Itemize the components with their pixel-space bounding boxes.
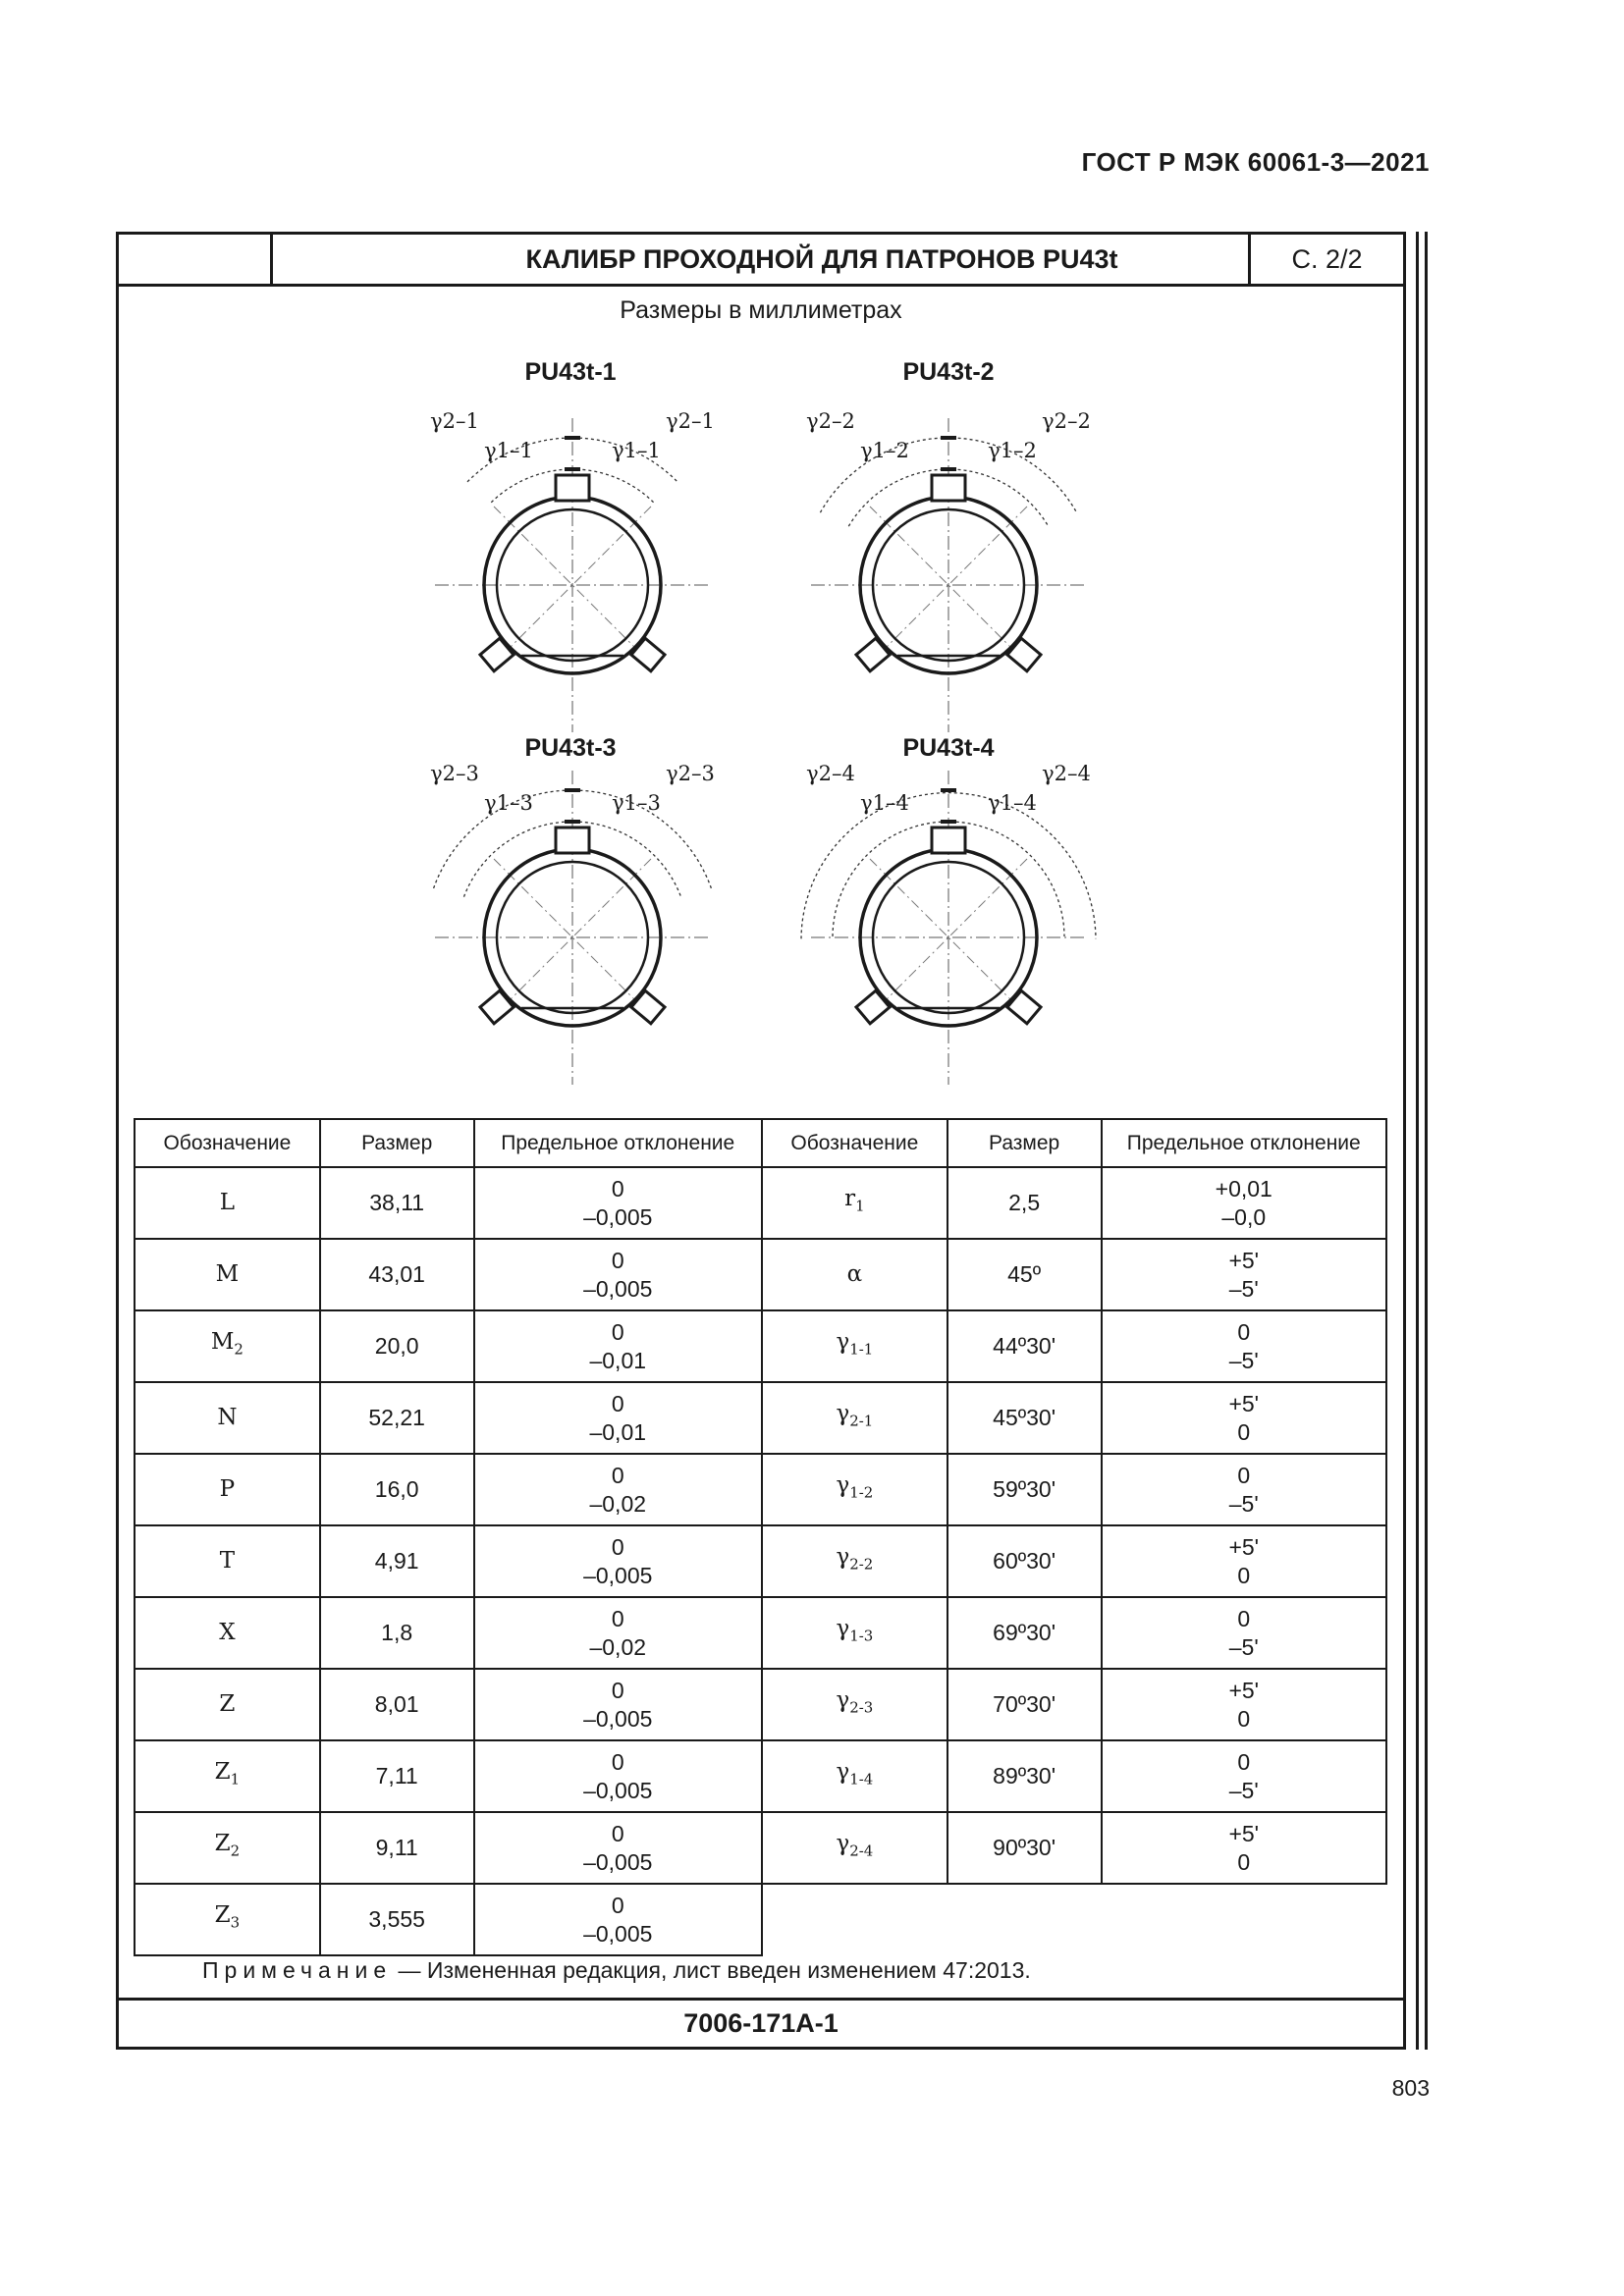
symbol-cell [762, 1382, 947, 1454]
symbol-cell [135, 1454, 320, 1525]
deviation-lower: –0,005 [583, 1777, 653, 1803]
symbol: r [844, 1186, 856, 1212]
symbol: Z [214, 1831, 231, 1857]
symbol-subscript: 1-3 [849, 1627, 874, 1645]
deviation-cell [474, 1597, 762, 1669]
symbol-subscript: 1 [855, 1197, 865, 1215]
bottom-lug-left [480, 990, 514, 1024]
page-number: 803 [1391, 2075, 1430, 2101]
symbol: α [846, 1261, 863, 1287]
deviation-lower: –0,01 [589, 1418, 647, 1445]
size-cell: 70º30' [947, 1669, 1102, 1740]
size-cell: 38,11 [320, 1167, 474, 1239]
table-row [135, 1884, 1386, 1955]
symbol-cell [762, 1740, 947, 1812]
deviation-upper: 0 [611, 1677, 624, 1703]
deviation-upper: 0 [611, 1892, 624, 1918]
deviation-lower: –0,005 [583, 1562, 653, 1588]
bottom-lug-right [1007, 638, 1041, 671]
units-note: Размеры в миллиметрах [620, 296, 902, 324]
gauge-diagram-4 [801, 762, 1096, 1085]
deviation-cell [1102, 1310, 1387, 1382]
deviation-lower: –0,005 [583, 1203, 653, 1230]
symbol: γ [836, 1472, 850, 1499]
table-row [135, 1167, 1386, 1239]
table-row [135, 1812, 1386, 1884]
angle-label: γ1–4 [860, 791, 909, 815]
deviation-cell [1102, 1382, 1387, 1454]
drawing-sheet [116, 232, 1406, 2050]
symbol-cell [135, 1669, 320, 1740]
size-cell: 9,11 [320, 1812, 474, 1884]
standard-header: ГОСТ Р МЭК 60061-3—2021 [1081, 147, 1430, 177]
angle-label: γ1–1 [612, 439, 661, 462]
bottom-lug-right [631, 990, 665, 1024]
deviation-lower: –5' [1228, 1490, 1259, 1517]
deviation-lower: –5' [1228, 1347, 1259, 1373]
sheet-page: С. 2/2 [1248, 235, 1403, 284]
deviation-lower: –5' [1228, 1633, 1259, 1660]
deviation-upper: 0 [611, 1462, 624, 1488]
deviation-cell [474, 1669, 762, 1740]
bottom-lug-left [480, 638, 514, 671]
deviation-cell [1102, 1454, 1387, 1525]
symbol-cell [135, 1382, 320, 1454]
deviation-upper: 0 [611, 1533, 624, 1560]
table-row [135, 1310, 1386, 1382]
symbol-subscript: 1-4 [849, 1770, 874, 1789]
bottom-lug-left [856, 990, 890, 1024]
deviation-upper: 0 [611, 1318, 624, 1345]
symbol: γ [836, 1759, 850, 1786]
size-cell: 69º30' [947, 1597, 1102, 1669]
note [202, 1957, 1031, 1984]
deviation-lower: 0 [1237, 1848, 1251, 1875]
deviation-cell [474, 1310, 762, 1382]
size-cell: 2,5 [947, 1167, 1102, 1239]
symbol-cell [762, 1525, 947, 1597]
deviation-lower: –0,005 [583, 1848, 653, 1875]
symbol: Z [219, 1691, 236, 1717]
symbol: γ [836, 1616, 850, 1642]
symbol-cell [762, 1597, 947, 1669]
deviation-upper: 0 [611, 1175, 624, 1201]
deviation-lower: 0 [1237, 1418, 1251, 1445]
size-cell: 59º30' [947, 1454, 1102, 1525]
angle-label: γ2–3 [666, 762, 715, 785]
symbol: M [210, 1329, 235, 1356]
deviation-cell [474, 1740, 762, 1812]
deviation-lower: –0,02 [589, 1633, 647, 1660]
deviation-upper: +5' [1228, 1677, 1260, 1703]
diagram-label-2: PU43t-2 [902, 358, 995, 386]
symbol-subscript: 2-4 [849, 1842, 874, 1860]
deviation-upper: 0 [611, 1820, 624, 1846]
note-prefix: Примечание [202, 1957, 393, 1983]
deviation-upper: 0 [611, 1748, 624, 1775]
symbol-subscript: 2 [230, 1842, 241, 1860]
col-header: Обозначение [762, 1119, 947, 1167]
size-cell: 7,11 [320, 1740, 474, 1812]
symbol: Z [214, 1902, 231, 1929]
gauge-diagram-1 [430, 409, 715, 732]
size-cell: 45º30' [947, 1382, 1102, 1454]
deviation-cell [1102, 1167, 1387, 1239]
deviation-lower: –0,005 [583, 1275, 653, 1302]
deviation-cell [474, 1239, 762, 1310]
angle-label: γ2–1 [666, 409, 715, 433]
deviation-upper: +5' [1228, 1820, 1260, 1846]
col-header: Предельное отклонение [1102, 1119, 1387, 1167]
symbol-subscript: 1-2 [849, 1483, 874, 1502]
symbol: M [215, 1261, 240, 1287]
symbol-cell [762, 1167, 947, 1239]
deviation-cell [474, 1812, 762, 1884]
symbol-cell [135, 1239, 320, 1310]
angle-label: γ1–2 [860, 439, 909, 462]
symbol-cell [762, 1310, 947, 1382]
symbol: L [219, 1190, 236, 1215]
gauge-diagram-2 [806, 409, 1091, 732]
diagram-label-1: PU43t-1 [524, 358, 617, 386]
size-cell: 3,555 [320, 1884, 474, 1955]
bottom-lug-right [631, 638, 665, 671]
symbol: γ [836, 1544, 850, 1571]
sheet-title: КАЛИБР ПРОХОДНОЙ ДЛЯ ПАТРОНОВ PU43t [525, 243, 1118, 274]
symbol-subscript: 2-3 [849, 1698, 874, 1717]
bottom-lug-right [1007, 990, 1041, 1024]
symbol-cell [135, 1167, 320, 1239]
top-key [556, 475, 589, 501]
top-key [932, 475, 965, 501]
symbol-subscript: 2-1 [849, 1412, 874, 1430]
size-cell: 89º30' [947, 1740, 1102, 1812]
deviation-cell [474, 1167, 762, 1239]
angle-label: γ2–3 [430, 762, 479, 785]
symbol-cell [762, 1454, 947, 1525]
deviation-lower: –0,01 [589, 1347, 647, 1373]
frame-rule [1425, 232, 1428, 2050]
bottom-lug-left [856, 638, 890, 671]
symbol-cell [762, 1669, 947, 1740]
col-header: Размер [320, 1119, 474, 1167]
angle-label: γ2–4 [1042, 762, 1091, 785]
symbol: γ [836, 1831, 850, 1857]
symbol-subscript: 3 [230, 1913, 241, 1932]
angle-label: γ1–3 [612, 791, 661, 815]
deviation-upper: +5' [1228, 1390, 1260, 1416]
deviation-cell [1102, 1740, 1387, 1812]
table-row [135, 1382, 1386, 1454]
deviation-lower: –5' [1228, 1777, 1259, 1803]
symbol: P [219, 1476, 236, 1502]
size-cell: 4,91 [320, 1525, 474, 1597]
deviation-lower: –5' [1228, 1275, 1259, 1302]
table-row [135, 1669, 1386, 1740]
angle-label: γ2–2 [1042, 409, 1091, 433]
symbol-cell [762, 1812, 947, 1884]
symbol-subscript: 1-1 [849, 1340, 874, 1359]
deviation-cell [1102, 1525, 1387, 1597]
symbol: γ [836, 1401, 850, 1427]
symbol-cell [135, 1884, 320, 1955]
symbol-cell [135, 1740, 320, 1812]
note-text: — Измененная редакция, лист введен изменением 47:2013. [392, 1957, 1031, 1983]
top-key [932, 828, 965, 853]
deviation-lower: –0,005 [583, 1705, 653, 1732]
deviation-cell [474, 1525, 762, 1597]
symbol-cell [135, 1597, 320, 1669]
angle-label: γ2–4 [806, 762, 855, 785]
size-cell: 16,0 [320, 1454, 474, 1525]
symbol: X [219, 1620, 236, 1645]
col-header: Обозначение [135, 1119, 320, 1167]
col-header: Размер [947, 1119, 1102, 1167]
size-cell: 52,21 [320, 1382, 474, 1454]
size-cell: 1,8 [320, 1597, 474, 1669]
frame-rule [1416, 232, 1419, 2050]
symbol-subscript: 1 [230, 1770, 241, 1789]
table-row [135, 1740, 1386, 1812]
deviation-cell [474, 1884, 762, 1955]
deviation-lower: –0,02 [589, 1490, 647, 1517]
deviation-lower: –0,0 [1221, 1203, 1267, 1230]
deviation-lower: –0,005 [583, 1920, 653, 1947]
symbol: N [217, 1405, 238, 1430]
angle-label: γ2–2 [806, 409, 855, 433]
table-row [135, 1597, 1386, 1669]
angle-label: γ1–3 [484, 791, 533, 815]
sheet-code: 7006-171A-1 [119, 1998, 1403, 2047]
deviation-cell [1102, 1239, 1387, 1310]
symbol: γ [836, 1329, 850, 1356]
gauge-drawings [119, 235, 1409, 1118]
symbol-cell [135, 1310, 320, 1382]
symbol-cell [135, 1812, 320, 1884]
angle-label: γ1–1 [484, 439, 533, 462]
symbol-subscript: 2 [234, 1340, 244, 1359]
angle-label: γ1–4 [988, 791, 1037, 815]
empty-cell [762, 1884, 1386, 1955]
deviation-upper: +0,01 [1215, 1175, 1272, 1201]
table-row [135, 1239, 1386, 1310]
diagram-label-4: PU43t-4 [902, 734, 995, 762]
symbol-cell [135, 1525, 320, 1597]
symbol: T [219, 1548, 236, 1574]
size-cell: 20,0 [320, 1310, 474, 1382]
table-row [135, 1454, 1386, 1525]
table-row [135, 1525, 1386, 1597]
size-cell: 90º30' [947, 1812, 1102, 1884]
symbol-subscript: 2-2 [849, 1555, 874, 1574]
deviation-upper: 0 [611, 1390, 624, 1416]
angle-label: γ1–2 [988, 439, 1037, 462]
symbol-cell [762, 1239, 947, 1310]
symbol: Z [214, 1759, 231, 1786]
deviation-cell [474, 1382, 762, 1454]
size-cell: 60º30' [947, 1525, 1102, 1597]
dimensions-table [134, 1118, 1387, 1956]
table-header-row [135, 1119, 1386, 1167]
deviation-cell [1102, 1669, 1387, 1740]
deviation-cell [1102, 1597, 1387, 1669]
symbol: γ [836, 1687, 850, 1714]
size-cell: 8,01 [320, 1669, 474, 1740]
top-key [556, 828, 589, 853]
deviation-lower: 0 [1237, 1705, 1251, 1732]
deviation-upper: 0 [611, 1605, 624, 1631]
diagram-label-3: PU43t-3 [524, 734, 617, 762]
angle-label: γ2–1 [430, 409, 479, 433]
deviation-upper: +5' [1228, 1533, 1260, 1560]
deviation-cell [1102, 1812, 1387, 1884]
deviation-upper: 0 [1237, 1748, 1251, 1775]
gauge-diagram-3 [430, 762, 715, 1085]
deviation-lower: 0 [1237, 1562, 1251, 1588]
deviation-upper: 0 [611, 1247, 624, 1273]
deviation-upper: +5' [1228, 1247, 1260, 1273]
deviation-upper: 0 [1237, 1318, 1251, 1345]
size-cell: 45º [947, 1239, 1102, 1310]
deviation-upper: 0 [1237, 1462, 1251, 1488]
deviation-cell [474, 1454, 762, 1525]
size-cell: 44º30' [947, 1310, 1102, 1382]
size-cell: 43,01 [320, 1239, 474, 1310]
col-header: Предельное отклонение [474, 1119, 762, 1167]
deviation-upper: 0 [1237, 1605, 1251, 1631]
